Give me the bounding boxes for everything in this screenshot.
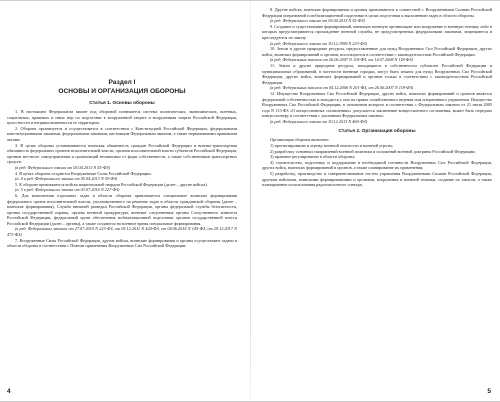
page-number-right: 5 xyxy=(487,388,491,395)
right-page xyxy=(262,7,492,395)
paragraph: 6. Для выполнения отдельных задач в области обороны привлекаются специальные воинские формирования федерального органа исполнительной власти, уполномоченного на решение задач в области гражданской обороны (далее – воинские формирования), Служба внешней разведки Российской Федерации, органы федеральной службы безопасности, органы государственной охраны, органы военной прокуратуры, военные следственные органы Следственного комитета Российской Федерации, федеральный орган обеспечения мобилизационной подготовки органов государственной власти Российской Федерации (далее – органы), а также создаются на военное время специальные формирования. xyxy=(7,192,237,226)
paragraph: 5. К обороне привлекаются войска национальной гвардии Российской Федерации (далее – другие войска). xyxy=(15,181,208,187)
amendment-note: (в ред. Федерального закона от 05.04.2013 N 55-ФЗ) xyxy=(270,18,365,24)
amendment-note: (п. 4 в ред. Федерального закона от 05.04.2013 N 55-ФЗ) xyxy=(15,176,118,182)
article-2-list xyxy=(262,143,492,188)
paragraph: 1) прогнозирование и оценку военной опасности и военной угрозы; xyxy=(270,143,393,149)
left-page xyxy=(7,7,237,395)
paragraph: 3) правовое регулирование в области обороны; xyxy=(270,154,356,160)
paragraph: 2. Оборона организуется и осуществляется в соответствии с Конституцией Российской Федерации, федеральными конституционными законами, федеральными законами, настоящим Федеральным законом, а также нормативными правовыми актами. xyxy=(7,125,237,142)
amendment-note: (в ред. Федеральных законов от 26.06.2007 N 118-ФЗ, от 14.07.2008 N 118-ФЗ) xyxy=(270,57,413,63)
amendment-note: (в ред. Федерального закона от 30.12.1999 N 223-ФЗ) xyxy=(270,40,368,46)
section-number: Раздел I xyxy=(108,79,136,86)
paragraph: 11. Земли и другие природные ресурсы, находящиеся в собственности субъектов Российской Федерации и муниципальных образований, в частности военные городки, могут быть изъяты для нужд Вооруженных Сил Российской Федерации, других войск, воинских формирований и органов только в соответствии с законодательством Российской Федерации. xyxy=(262,62,492,85)
section-title: ОСНОВЫ И ОРГАНИЗАЦИЯ ОБОРОНЫ xyxy=(58,88,186,95)
article-2-heading: Статья 2. Организация обороны xyxy=(338,129,416,135)
amendment-note: (в ред. Федерального закона от 30.12.2015 N 460-ФЗ) xyxy=(270,118,368,124)
paragraph: 5) разработку, производство и совершенствование систем управления Вооруженными Силами Российской Федерации, другими войсками, воинскими формированиями и органами, вооружения и военной техники, создание их запасов, а также планирование использования радиочастотного спектра; xyxy=(262,171,492,188)
paragraph: 1. В настоящем Федеральном законе под обороной понимается система политических, экономических, военных, социальных, правовых и иных мер по подготовке к вооруженной защите и вооруженная защита Российской Федерации, целостности и неприкосновенности ее территории. xyxy=(7,109,237,126)
left-page-body xyxy=(7,109,237,249)
paragraph: 12. Имущество Вооруженных Сил Российской Федерации, других войск, воинских формирований и органов является федеральной собственностью и находится у них на правах хозяйственного ведения или оперативного управления. Имущество Вооруженных Сил Российской Федерации, в отношении которого в соответствии с Федеральным законом от 21 июля 2005 года N 115-ФЗ «О концессионных соглашениях» допускается заключение концессионного соглашения, может быть передано концессионеру в соответствии с указанным Федеральным законом. xyxy=(262,90,492,119)
paragraph: 7. Вооруженные Силы Российской Федерации, другие войска, воинские формирования и органы осуществляют задачи в области обороны в соответствии с Планом применения Вооруженных Сил Российской Федерации. xyxy=(7,237,237,249)
right-page-body xyxy=(262,7,492,124)
paragraph: 9. Создание и существование формирований, имеющих военную организацию или вооружение и военную технику либо в которых предусматривается прохождение военной службы, не предусмотренных федеральными законами, запрещаются и преследуются по закону. xyxy=(262,23,492,40)
paragraph: 4) строительство, подготовку и поддержание в необходимой готовности Вооруженных Сил Российской Федерации, других войск, воинских формирований и органов, а также планирование их применения; xyxy=(262,159,492,171)
article-2-intro: Организация обороны включает: xyxy=(270,137,330,143)
amendment-note: (п. 5 в ред. Федерального закона от 03.07.2016 N 227-ФЗ) xyxy=(15,187,120,193)
paragraph: 10. Земли и другие природные ресурсы, предоставленные для нужд Вооруженных Сил Российской Федерации, других войск, воинских формирований и органов, используются в соответствии с законодательством Российской Федерации. xyxy=(262,46,492,57)
amendment-note: (в ред. Федеральных законов от 04.12.2006 N 201-ФЗ, от 26.06.2007 N 118-ФЗ) xyxy=(270,85,414,91)
article-1-heading: Статья 1. Основы обороны xyxy=(89,101,155,106)
paragraph: 2) разработку основных направлений военной политики и положений военной доктрины Российской Федерации; xyxy=(270,148,476,154)
paragraph: 8. Другие войска, воинские формирования и органы привлекаются к совместной с Вооруженными Силами Российской Федерации оперативной и мобилизационной подготовке в целях подготовки к выполнению задач в области обороны. xyxy=(262,7,492,18)
amendment-note: (в ред. Федерального закона от 05.04.2013 N 55-ФЗ) xyxy=(15,164,110,170)
paragraph: 3. В целях обороны устанавливается воинская обязанность граждан Российской Федерации и военно-транспортная обязанность федеральных органов исполнительной власти, органов исполнительной власти субъектов Российской Федерации, органов местного самоуправления и организаций независимо от форм собственности, а также собственников транспортных средств. xyxy=(7,142,237,165)
paragraph: 4. В целях обороны создаются Вооруженные Силы Российской Федерации. xyxy=(15,170,152,176)
book-gutter xyxy=(250,1,251,401)
amendment-note: (в ред. Федеральных законов от 27.07.2010 N 223-ФЗ, от 05.12.2011 N 424-ФЗ, от 04.06.2014 N 145-ФЗ, от 29.12.2017 N 473-ФЗ) xyxy=(7,226,237,238)
page-number-left: 4 xyxy=(7,388,11,395)
